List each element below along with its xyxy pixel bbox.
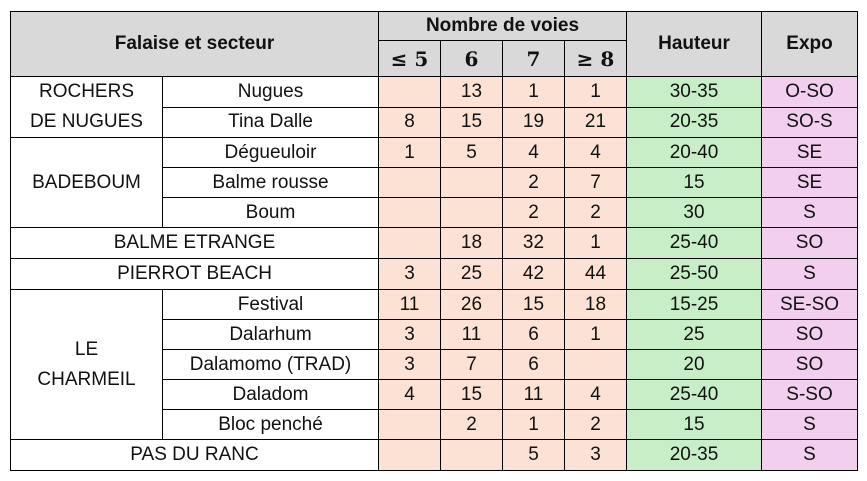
voies-count-v8: [565, 350, 627, 380]
falaise-name: BALME ETRANGE: [11, 228, 379, 259]
falaise-name: LE CHARMEIL: [11, 290, 163, 440]
expo-cell: SE: [762, 168, 858, 198]
expo-cell: S: [762, 259, 858, 290]
secteur-name: Nugues: [163, 77, 379, 108]
voies-count-v7: 1: [503, 410, 565, 440]
voies-count-v5: [379, 440, 441, 471]
voies-count-v6: 5: [441, 138, 503, 168]
falaise-name: PIERROT BEACH: [11, 259, 379, 290]
hauteur-cell: 15: [627, 410, 762, 440]
voies-count-v5: [379, 228, 441, 259]
header-voies-6: 6: [441, 41, 503, 77]
voies-count-v6: [441, 198, 503, 228]
table-row: [11, 259, 858, 290]
expo-cell: S: [762, 410, 858, 440]
hauteur-cell: 25-50: [627, 259, 762, 290]
voies-count-v7: 2: [503, 198, 565, 228]
secteur-name: Balme rousse: [163, 168, 379, 198]
table-row: [11, 228, 858, 259]
hauteur-cell: 30: [627, 198, 762, 228]
secteur-name: Dalarhum: [163, 320, 379, 350]
voies-count-v5: 1: [379, 138, 441, 168]
voies-count-v7: 5: [503, 440, 565, 471]
voies-count-v5: 11: [379, 290, 441, 320]
expo-cell: S-SO: [762, 380, 858, 410]
header-falaise-secteur: Falaise et secteur: [11, 12, 379, 77]
voies-count-v8: 1: [565, 228, 627, 259]
voies-count-v8: 7: [565, 168, 627, 198]
hauteur-cell: 30-35: [627, 77, 762, 108]
expo-cell: S: [762, 440, 858, 471]
header-hauteur: Hauteur: [627, 12, 762, 77]
voies-count-v5: 4: [379, 380, 441, 410]
voies-count-v7: 15: [503, 290, 565, 320]
voies-count-v8: 21: [565, 107, 627, 138]
table-row: [11, 138, 858, 168]
falaise-name: BADEBOUM: [11, 138, 163, 228]
expo-cell: SO: [762, 228, 858, 259]
voies-count-v6: [441, 168, 503, 198]
header-voies-7: 7: [503, 41, 565, 77]
falaise-name: ROCHERS DE NUGUES: [11, 77, 163, 138]
voies-count-v8: 18: [565, 290, 627, 320]
secteur-name: Bloc penché: [163, 410, 379, 440]
secteur-name: Dégueuloir: [163, 138, 379, 168]
voies-count-v8: 1: [565, 320, 627, 350]
voies-count-v7: 2: [503, 168, 565, 198]
voies-count-v6: 25: [441, 259, 503, 290]
header-voies-ge-8: ≥ 8: [565, 41, 627, 77]
expo-cell: SO: [762, 350, 858, 380]
voies-count-v6: 11: [441, 320, 503, 350]
voies-count-v5: 3: [379, 320, 441, 350]
table-row: [11, 77, 858, 108]
voies-count-v6: [441, 440, 503, 471]
expo-cell: SE: [762, 138, 858, 168]
voies-count-v7: 6: [503, 320, 565, 350]
voies-count-v5: [379, 168, 441, 198]
voies-count-v7: 19: [503, 107, 565, 138]
expo-cell: SE-SO: [762, 290, 858, 320]
voies-count-v8: 3: [565, 440, 627, 471]
voies-count-v7: 4: [503, 138, 565, 168]
hauteur-cell: 20-35: [627, 440, 762, 471]
voies-count-v8: 2: [565, 410, 627, 440]
voies-count-v6: 26: [441, 290, 503, 320]
table-row: [11, 440, 858, 471]
voies-count-v7: 1: [503, 77, 565, 108]
expo-cell: S: [762, 198, 858, 228]
header-expo: Expo: [762, 12, 858, 77]
expo-cell: SO-S: [762, 107, 858, 138]
hauteur-cell: 20: [627, 350, 762, 380]
hauteur-cell: 25-40: [627, 228, 762, 259]
header-nombre-de-voies: Nombre de voies: [379, 12, 627, 41]
voies-count-v8: 4: [565, 138, 627, 168]
voies-count-v5: 3: [379, 350, 441, 380]
hauteur-cell: 15-25: [627, 290, 762, 320]
secteur-name: Daladom: [163, 380, 379, 410]
voies-count-v5: 8: [379, 107, 441, 138]
voies-count-v7: 6: [503, 350, 565, 380]
hauteur-cell: 20-35: [627, 107, 762, 138]
hauteur-cell: 25: [627, 320, 762, 350]
voies-count-v6: 13: [441, 77, 503, 108]
voies-count-v8: 1: [565, 77, 627, 108]
secteur-name: Festival: [163, 290, 379, 320]
secteur-name: Dalamomo (TRAD): [163, 350, 379, 380]
climbing-sectors-table: [10, 11, 858, 471]
table-body: [11, 77, 858, 471]
hauteur-cell: 20-40: [627, 138, 762, 168]
table-row: [11, 290, 858, 320]
voies-count-v5: [379, 198, 441, 228]
voies-count-v5: [379, 77, 441, 108]
voies-count-v8: 4: [565, 380, 627, 410]
voies-count-v7: 11: [503, 380, 565, 410]
voies-count-v6: 18: [441, 228, 503, 259]
secteur-name: Tina Dalle: [163, 107, 379, 138]
expo-cell: O-SO: [762, 77, 858, 108]
expo-cell: SO: [762, 320, 858, 350]
voies-count-v8: 44: [565, 259, 627, 290]
voies-count-v6: 15: [441, 380, 503, 410]
voies-count-v5: [379, 410, 441, 440]
hauteur-cell: 25-40: [627, 380, 762, 410]
hauteur-cell: 15: [627, 168, 762, 198]
voies-count-v7: 42: [503, 259, 565, 290]
voies-count-v6: 7: [441, 350, 503, 380]
voies-count-v7: 32: [503, 228, 565, 259]
voies-count-v6: 2: [441, 410, 503, 440]
header-voies-le-5: ≤ 5: [379, 41, 441, 77]
secteur-name: Boum: [163, 198, 379, 228]
voies-count-v6: 15: [441, 107, 503, 138]
voies-count-v8: 2: [565, 198, 627, 228]
falaise-name: PAS DU RANC: [11, 440, 379, 471]
voies-count-v5: 3: [379, 259, 441, 290]
